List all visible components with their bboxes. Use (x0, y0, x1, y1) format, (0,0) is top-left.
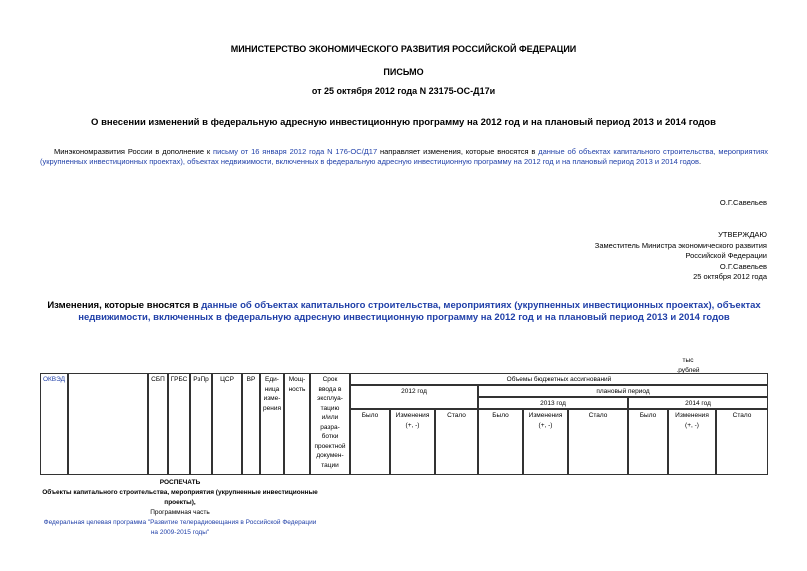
col-name (68, 373, 148, 475)
agency-name: РОСПЕЧАТЬ (159, 479, 201, 486)
table-body-lines (40, 478, 320, 538)
body-paragraph (40, 147, 768, 167)
section-objects: Объекты капитального строительства, мероприятия (укрупненные инвестиционные проекты), (42, 489, 318, 506)
federal-program-link[interactable]: Федеральная целевая программа "Развитие телерадиовещания в Российской Федерации на 2009-2015 годы" (43, 519, 317, 536)
col-2014-was: Было (628, 409, 668, 475)
body-text-a: Минэкономразвития России в дополнение к (54, 147, 214, 156)
program-part: Программная часть (150, 509, 210, 516)
col-2013-became: Стало (568, 409, 628, 475)
document-title: О внесении изменений в федеральную адресную инвестиционную программу на 2012 год и на плановый период 2013 и 2014 годов (91, 117, 716, 128)
hdr-2013: 2013 год (478, 397, 628, 409)
col-csr: ЦСР (212, 373, 242, 475)
col-2014-change: Изменения (+, -) (668, 409, 716, 475)
letter-type: ПИСЬМО (383, 67, 424, 77)
body-text-b: направляет изменения, которые вносятся в (377, 147, 539, 156)
units-line-2: .рублей (676, 366, 700, 374)
col-sbp: СБП (148, 373, 168, 475)
link-data-objects[interactable]: данные об объектах капитального строительства, мероприятиях (укрупненных инвестиционных проектах), объектах недвижимости, включенных в федеральную адресную инвестиционную программу на 2012 год и на плановый период 2013 и 2014 годов (40, 147, 769, 166)
col-okved[interactable]: ОКВЭД (40, 373, 68, 475)
col-2014-became: Стало (716, 409, 768, 475)
approval-line-2: Заместитель Министра экономического развития (594, 240, 767, 250)
hdr-volumes: Объемы бюджетных ассигнований (350, 373, 768, 385)
link-changes-data[interactable]: данные об объектах капитального строительства, мероприятиях (укрупненных инвестиционных проектах), объектах недвижимости, включенных в федеральную адресную инвестиционную программу на 2012 год и на плановый период 2013 и 2014 годов (78, 300, 761, 323)
signature: О.Г.Савельев (719, 198, 767, 207)
hdr-planned: плановый период (478, 385, 768, 397)
col-capacity: Мощ- ность (284, 373, 310, 475)
col-grbs: ГРБС (168, 373, 190, 475)
approval-block (595, 230, 767, 283)
col-term: Срок ввода в эксплуа- тацию и/или разра- ботки проектной докумен- тации (310, 373, 350, 475)
approval-line-1: УТВЕРЖДАЮ (718, 230, 767, 239)
letter-date-number: от 25 октября 2012 года N 23175-ОС-Д17и (311, 86, 496, 96)
col-2013-was: Было (478, 409, 523, 475)
body-text-c: . (698, 157, 702, 166)
col-2012-was: Было (350, 409, 390, 475)
col-2012-change: Изменения (+, -) (390, 409, 435, 475)
changes-title (40, 300, 768, 323)
col-vr: ВР (242, 373, 260, 475)
changes-title-text: Изменения, которые вносятся в (47, 300, 202, 311)
col-unit: Еди- ница изме- рения (260, 373, 284, 475)
col-2012-became: Стало (435, 409, 478, 475)
approval-line-5: 25 октября 2012 года (693, 272, 767, 282)
col-rzpr: РзПр (190, 373, 212, 475)
hdr-2012: 2012 год (350, 385, 478, 409)
approval-line-3: Российской Федерации (685, 251, 767, 261)
hdr-2014: 2014 год (628, 397, 768, 409)
changes-table (40, 373, 768, 475)
ministry-name: МИНИСТЕРСТВО ЭКОНОМИЧЕСКОГО РАЗВИТИЯ РОССИЙСКОЙ ФЕДЕРАЦИИ (230, 44, 577, 54)
link-letter-176[interactable]: письму от 16 января 2012 года N 176-ОС/Д17 (213, 147, 378, 156)
col-2013-change: Изменения (+, -) (523, 409, 568, 475)
units-line-1: тыс (682, 357, 694, 364)
approval-line-4: О.Г.Савельев (719, 261, 767, 271)
